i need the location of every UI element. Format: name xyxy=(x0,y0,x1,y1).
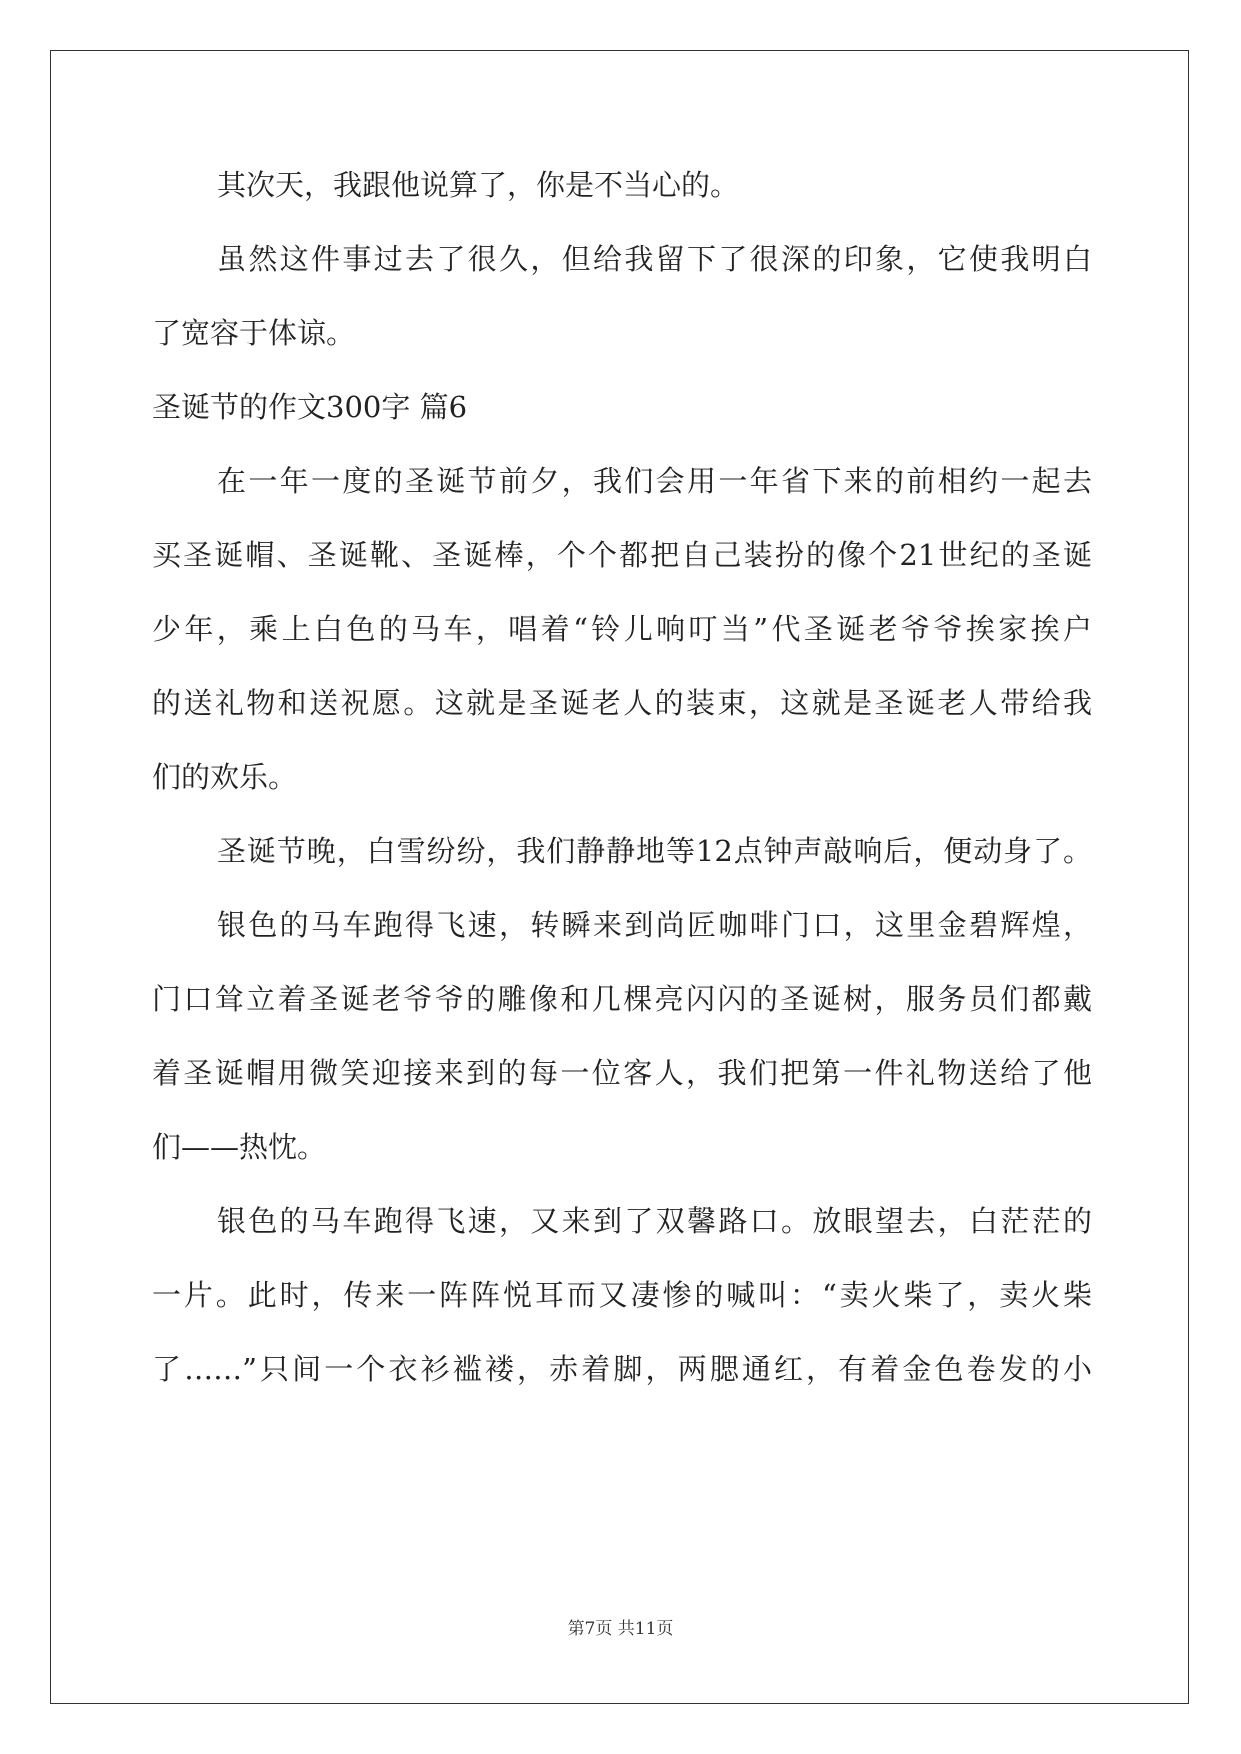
paragraph-line: 了宽容于体谅。 xyxy=(152,316,356,350)
paragraph-line: 了……”只间一个衣衫褴褛，赤着脚，两腮通红，有着金色卷发的小 xyxy=(152,1352,1092,1386)
paragraph-line: 银色的马车跑得飞速，又来到了双馨路口。放眼望去，白茫茫的 xyxy=(217,1204,1092,1238)
paragraph-line: 少年，乘上白色的马车，唱着“铃儿响叮当”代圣诞老爷爷挨家挨户 xyxy=(152,612,1092,646)
paragraph-line: 们——热忱。 xyxy=(152,1130,327,1164)
paragraph-line: 一片。此时，传来一阵阵悦耳而又凄惨的喊叫：“卖火柴了，卖火柴 xyxy=(152,1278,1092,1312)
page-border xyxy=(50,50,1189,1704)
paragraph-line: 虽然这件事过去了很久，但给我留下了很深的印象，它使我明白 xyxy=(217,242,1092,276)
paragraph-line: 银色的马车跑得飞速，转瞬来到尚匠咖啡门口，这里金碧辉煌， xyxy=(217,908,1092,942)
paragraph-line: 在一年一度的圣诞节前夕，我们会用一年省下来的前相约一起去 xyxy=(217,464,1092,498)
section-heading: 圣诞节的作文300字 篇6 xyxy=(152,390,468,424)
paragraph-line: 买圣诞帽、圣诞靴、圣诞棒，个个都把自己装扮的像个21世纪的圣诞 xyxy=(152,538,1092,572)
page-number: 第7页 共11页 xyxy=(567,1619,674,1639)
paragraph-line: 门口耸立着圣诞老爷爷的雕像和几棵亮闪闪的圣诞树，服务员们都戴 xyxy=(152,982,1092,1016)
paragraph-line: 的送礼物和送祝愿。这就是圣诞老人的装束，这就是圣诞老人带给我 xyxy=(152,686,1092,720)
paragraph-line: 其次天，我跟他说算了，你是不当心的。 xyxy=(217,168,740,202)
paragraph-line: 圣诞节晚，白雪纷纷，我们静静地等12点钟声敲响后，便动身了。 xyxy=(217,834,1092,868)
paragraph-line: 们的欢乐。 xyxy=(152,760,298,794)
paragraph-line: 着圣诞帽用微笑迎接来到的每一位客人，我们把第一件礼物送给了他 xyxy=(152,1056,1092,1090)
